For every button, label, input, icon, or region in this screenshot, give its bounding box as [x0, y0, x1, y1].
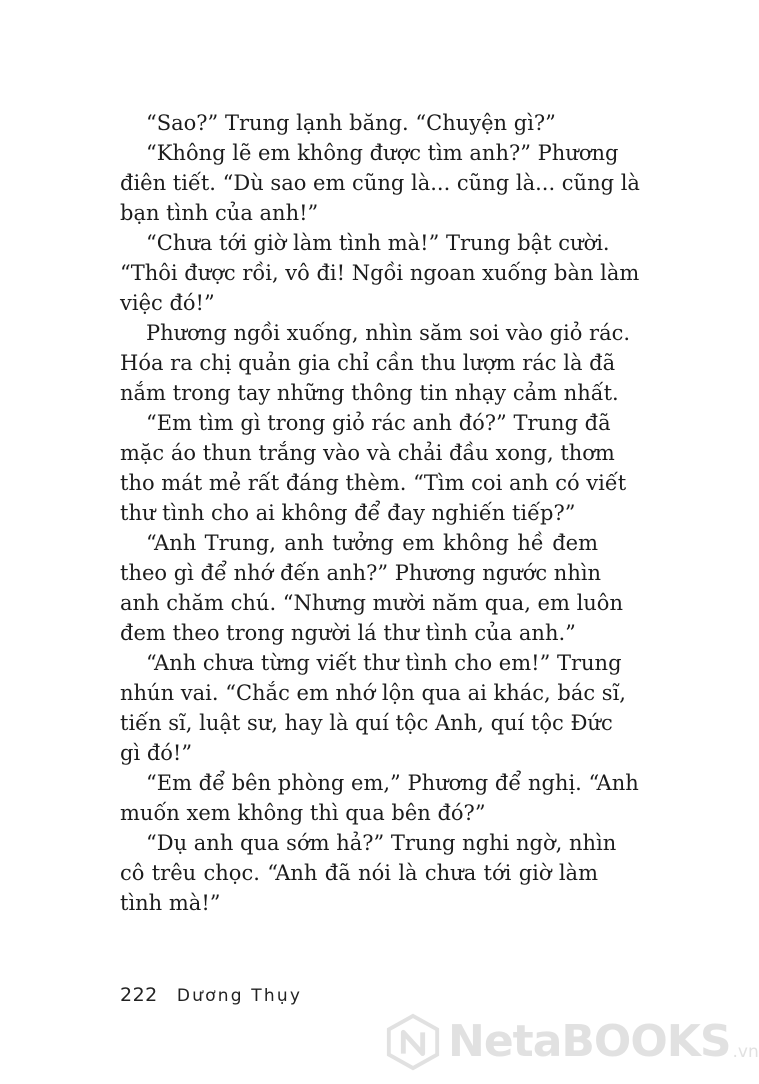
netabooks-logo-icon	[384, 1013, 442, 1071]
text-line: “Em tìm gì trong giỏ rác anh đó?” Trung đã	[146, 411, 611, 435]
text-line: “Chưa tới giờ làm tình mà!” Trung bật cười.	[146, 231, 610, 255]
text-line: “Anh Trung, anh tưởng em không hề đem	[146, 531, 598, 555]
text-line: theo gì để nhớ đến anh?” Phương ngước nhìn	[120, 561, 602, 585]
text-line: “Không lẽ em không được tìm anh?” Phương	[146, 141, 619, 165]
watermark-text: NetaBOOKS	[448, 1016, 731, 1067]
text-line: mặc áo thun trắng vào và chải đầu xong, thơm	[120, 441, 615, 465]
author-name: Dương Thụy	[176, 986, 303, 1006]
text-line: anh chăm chú. “Nhưng mười năm qua, em luôn	[120, 591, 623, 615]
text-line: điên tiết. “Dù sao em cũng là... cũng là... cũng là	[120, 171, 640, 195]
text-line: gì đó!”	[120, 741, 193, 765]
watermark	[384, 1008, 759, 1076]
text-line: tiến sĩ, luật sư, hay là quí tộc Anh, quí tộc Đức	[120, 711, 613, 735]
text-line: “Em để bên phòng em,” Phương để nghị. “Anh	[146, 771, 639, 795]
text-line: muốn xem không thì qua bên đó?”	[120, 801, 486, 825]
text-line: “Sao?” Trung lạnh băng. “Chuyện gì?”	[146, 111, 556, 135]
text-line: tình mà!”	[120, 891, 221, 915]
text-line: “Thôi được rồi, vô đi! Ngồi ngoan xuống bàn làm	[120, 261, 640, 285]
text-line: đem theo trong người lá thư tình của anh.”	[120, 621, 576, 645]
page-footer	[120, 984, 302, 1006]
text-line: nắm trong tay những thông tin nhạy cảm nhất.	[120, 381, 619, 405]
text-line: bạn tình của anh!”	[120, 201, 319, 225]
text-line: “Dụ anh qua sớm hả?” Trung nghi ngờ, nhìn	[146, 831, 617, 855]
text-line: cô trêu chọc. “Anh đã nói là chưa tới giờ làm	[120, 861, 598, 885]
watermark-suffix: .vn	[732, 1042, 759, 1062]
text-line: “Anh chưa từng viết thư tình cho em!” Trung	[146, 651, 622, 675]
page-number: 222	[120, 984, 158, 1006]
text-line: thư tình cho ai không để đay nghiến tiếp?”	[120, 501, 576, 525]
text-line: Phương ngồi xuống, nhìn săm soi vào giỏ rác.	[146, 321, 631, 345]
text-line: Hóa ra chị quản gia chỉ cần thu lượm rác là đã	[120, 351, 616, 375]
text-line: việc đó!”	[120, 291, 215, 315]
text-line: tho mát mẻ rất đáng thèm. “Tìm coi anh có viết	[120, 471, 627, 495]
text-line: nhún vai. “Chắc em nhớ lộn qua ai khác, bác sĩ,	[120, 681, 626, 705]
